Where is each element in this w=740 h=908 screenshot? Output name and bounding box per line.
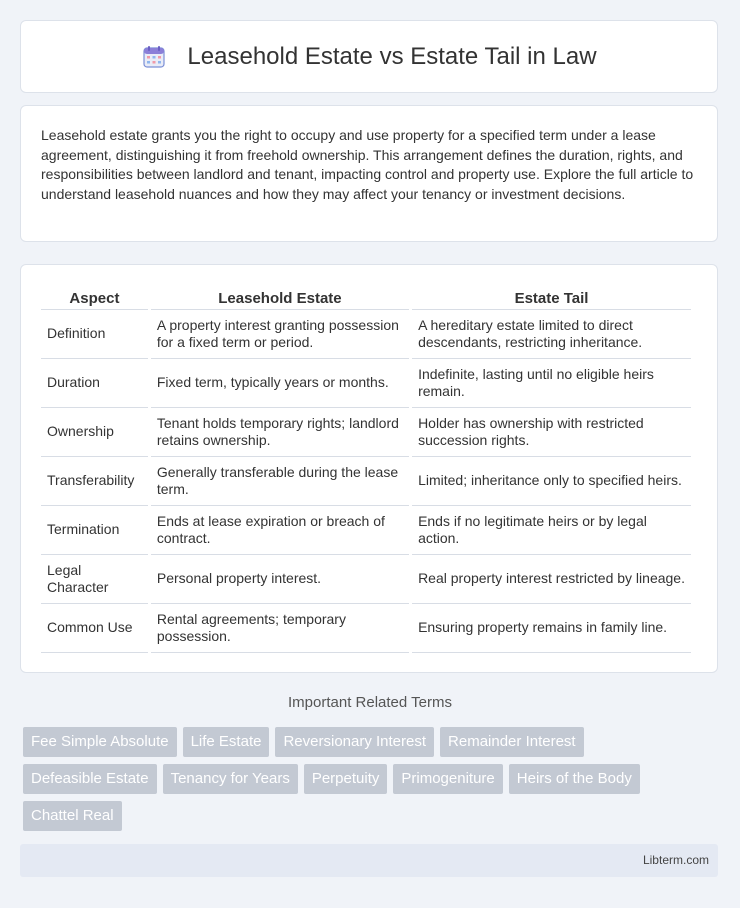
table-header-row bbox=[41, 285, 691, 310]
comparison-card bbox=[20, 264, 718, 673]
tag-row bbox=[23, 764, 723, 794]
calendar-icon bbox=[141, 44, 167, 70]
aspect-cell: Duration bbox=[41, 359, 148, 408]
table-row bbox=[41, 457, 691, 506]
leasehold-cell: Ends at lease expiration or breach of contract. bbox=[151, 506, 409, 555]
table-row bbox=[41, 506, 691, 555]
aspect-cell: Definition bbox=[41, 310, 148, 359]
estate-tail-cell: Holder has ownership with restricted succession rights. bbox=[412, 408, 691, 457]
header-estate-tail: Estate Tail bbox=[412, 285, 691, 310]
table-row bbox=[41, 408, 691, 457]
leasehold-cell: Tenant holds temporary rights; landlord retains ownership. bbox=[151, 408, 409, 457]
header-leasehold-estate: Leasehold Estate bbox=[151, 285, 409, 310]
table-row bbox=[41, 604, 691, 653]
aspect-cell: Legal Character bbox=[41, 555, 148, 604]
estate-tail-cell: Ends if no legitimate heirs or by legal action. bbox=[412, 506, 691, 555]
tag-fee-simple-absolute[interactable]: Fee Simple Absolute bbox=[23, 727, 177, 757]
aspect-cell: Ownership bbox=[41, 408, 148, 457]
estate-tail-cell: Ensuring property remains in family line. bbox=[412, 604, 691, 653]
estate-tail-cell: A hereditary estate limited to direct descendants, restricting inheritance. bbox=[412, 310, 691, 359]
tag-row bbox=[23, 727, 723, 757]
table-row bbox=[41, 310, 691, 359]
tag-chattel-real[interactable]: Chattel Real bbox=[23, 801, 122, 831]
page-title: Leasehold Estate vs Estate Tail in Law bbox=[187, 42, 597, 70]
estate-tail-cell: Indefinite, lasting until no eligible heirs remain. bbox=[412, 359, 691, 408]
footer-site-link[interactable]: Libterm.com bbox=[642, 853, 709, 867]
aspect-cell: Common Use bbox=[41, 604, 148, 653]
table-row bbox=[41, 359, 691, 408]
header-aspect: Aspect bbox=[41, 285, 148, 310]
comparison-table bbox=[38, 285, 694, 653]
tag-life-estate[interactable]: Life Estate bbox=[183, 727, 270, 757]
leasehold-cell: Generally transferable during the lease term. bbox=[151, 457, 409, 506]
tag-row bbox=[23, 801, 723, 831]
tag-tenancy-for-years[interactable]: Tenancy for Years bbox=[163, 764, 298, 794]
table-row bbox=[41, 555, 691, 604]
footer bbox=[20, 844, 718, 877]
aspect-cell: Transferability bbox=[41, 457, 148, 506]
tag-heirs-of-the-body[interactable]: Heirs of the Body bbox=[509, 764, 640, 794]
intro-text: Leasehold estate grants you the right to occupy and use property for a specified term under a lease agreement, distinguishing it from freehold ownership. This arrangement defines the duration, rights, and responsibilities between landlord and tenant, impacting control and property use. Explore the full article to understand leasehold nuances and how they may affect your tenancy or investment decisions. bbox=[41, 127, 694, 202]
estate-tail-cell: Limited; inheritance only to specified heirs. bbox=[412, 457, 691, 506]
estate-tail-cell: Real property interest restricted by lineage. bbox=[412, 555, 691, 604]
tag-perpetuity[interactable]: Perpetuity bbox=[304, 764, 388, 794]
tag-defeasible-estate[interactable]: Defeasible Estate bbox=[23, 764, 157, 794]
leasehold-cell: A property interest granting possession for a fixed term or period. bbox=[151, 310, 409, 359]
tag-remainder-interest[interactable]: Remainder Interest bbox=[440, 727, 584, 757]
tag-primogeniture[interactable]: Primogeniture bbox=[393, 764, 502, 794]
aspect-cell: Termination bbox=[41, 506, 148, 555]
leasehold-cell: Personal property interest. bbox=[151, 555, 409, 604]
intro-card bbox=[20, 105, 718, 242]
related-terms-list bbox=[23, 727, 723, 838]
related-terms-title: Important Related Terms bbox=[288, 694, 452, 711]
leasehold-cell: Fixed term, typically years or months. bbox=[151, 359, 409, 408]
tag-reversionary-interest[interactable]: Reversionary Interest bbox=[275, 727, 434, 757]
title-card bbox=[20, 20, 718, 93]
leasehold-cell: Rental agreements; temporary possession. bbox=[151, 604, 409, 653]
